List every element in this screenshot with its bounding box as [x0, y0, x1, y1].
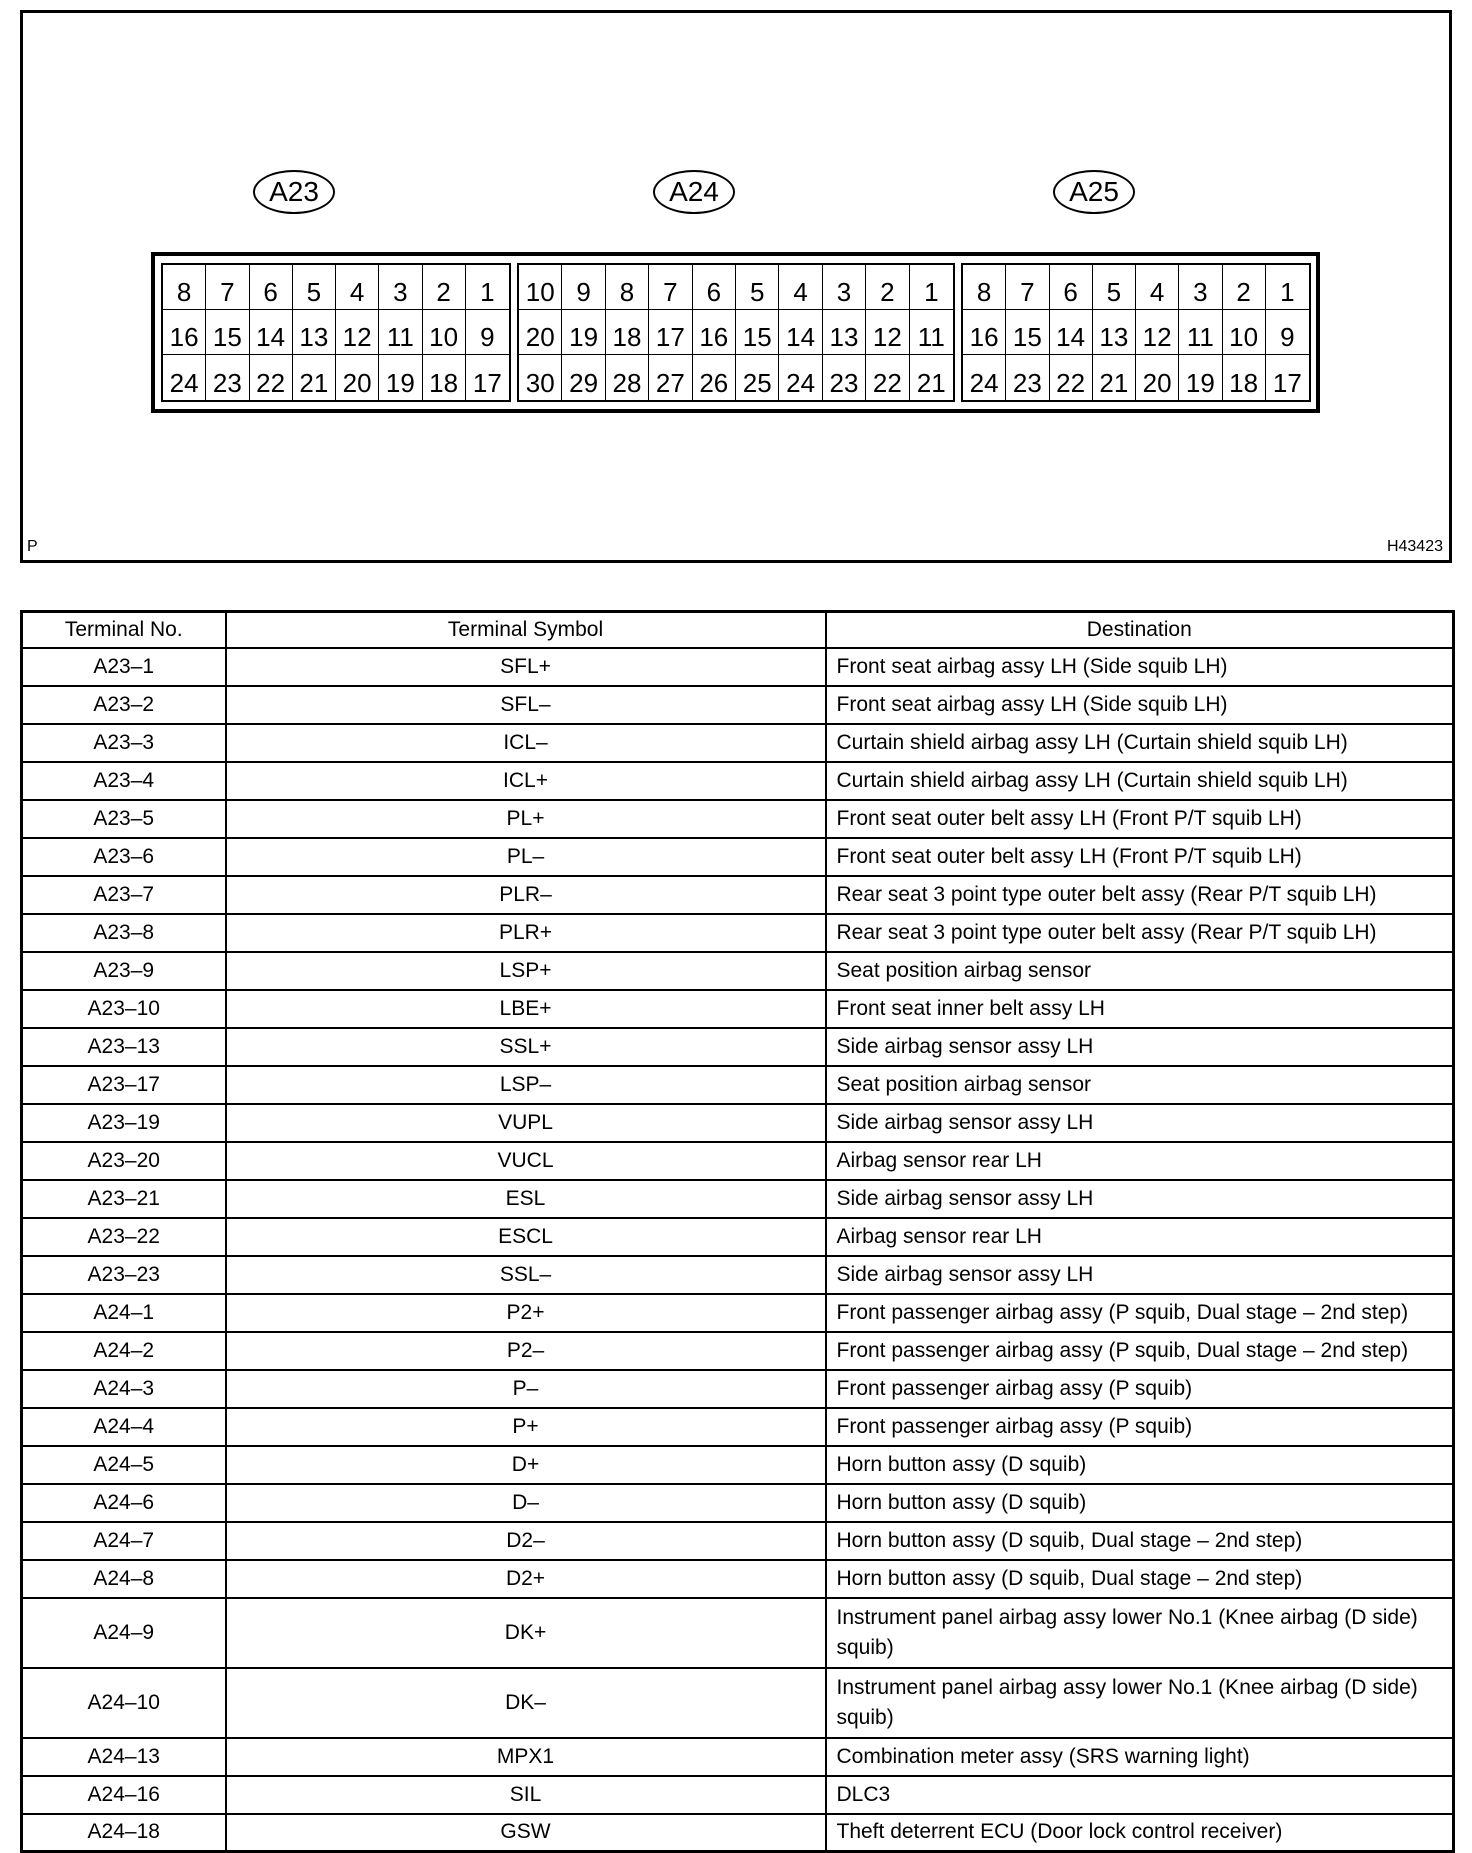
- cell-destination: Horn button assy (D squib): [826, 1484, 1454, 1522]
- pin-number: 4: [1136, 265, 1179, 309]
- pin-number: 4: [779, 265, 822, 309]
- cell-destination: Front seat inner belt assy LH: [826, 990, 1454, 1028]
- table-row: [22, 1598, 1454, 1668]
- pin-number: 6: [1050, 265, 1093, 309]
- pin-number: 16: [163, 310, 206, 354]
- cell-terminal-symbol: D2+: [226, 1560, 826, 1598]
- pin-number: 13: [1093, 310, 1136, 354]
- table-row: [22, 1066, 1454, 1104]
- table-row: [22, 990, 1454, 1028]
- cell-terminal-no: A24–8: [22, 1560, 226, 1598]
- cell-terminal-symbol: VUCL: [226, 1142, 826, 1180]
- pin-number: 2: [866, 265, 909, 309]
- cell-terminal-no: A23–22: [22, 1218, 226, 1256]
- pin-number: 16: [693, 310, 736, 354]
- pin-number: 23: [823, 355, 866, 400]
- cell-terminal-no: A24–4: [22, 1408, 226, 1446]
- cell-destination: Airbag sensor rear LH: [826, 1218, 1454, 1256]
- cell-terminal-symbol: LSP+: [226, 952, 826, 990]
- pin-number: 20: [519, 310, 562, 354]
- table-row: [22, 724, 1454, 762]
- pin-number: 9: [562, 265, 605, 309]
- cell-terminal-no: A24–6: [22, 1484, 226, 1522]
- cell-terminal-no: A23–1: [22, 648, 226, 686]
- pin-number: 11: [1179, 310, 1222, 354]
- pin-number: 17: [649, 310, 692, 354]
- cell-terminal-no: A24–5: [22, 1446, 226, 1484]
- pin-number: 12: [336, 310, 379, 354]
- table-row: [22, 1180, 1454, 1218]
- pin-row: [963, 355, 1309, 400]
- connector-a25-pins: [961, 263, 1311, 402]
- table-row: [22, 1218, 1454, 1256]
- cell-terminal-symbol: SSL–: [226, 1256, 826, 1294]
- cell-destination: Airbag sensor rear LH: [826, 1142, 1454, 1180]
- cell-destination: Front seat outer belt assy LH (Front P/T squib LH): [826, 800, 1454, 838]
- cell-terminal-symbol: PLR+: [226, 914, 826, 952]
- cell-terminal-no: A23–6: [22, 838, 226, 876]
- cell-terminal-symbol: MPX1: [226, 1738, 826, 1776]
- pin-number: 7: [1006, 265, 1049, 309]
- cell-terminal-no: A23–5: [22, 800, 226, 838]
- pin-number: 12: [1136, 310, 1179, 354]
- table-row: [22, 1560, 1454, 1598]
- pin-number: 10: [1223, 310, 1266, 354]
- pin-number: 13: [823, 310, 866, 354]
- pin-row: [163, 310, 509, 355]
- cell-destination: Front seat airbag assy LH (Side squib LH): [826, 648, 1454, 686]
- table-row: [22, 1332, 1454, 1370]
- table-row: [22, 952, 1454, 990]
- cell-destination: Combination meter assy (SRS warning light): [826, 1738, 1454, 1776]
- pin-number: 22: [1050, 355, 1093, 400]
- table-row: [22, 1408, 1454, 1446]
- pin-row: [963, 265, 1309, 310]
- connector-label-a23: A23: [253, 170, 335, 214]
- cell-destination: Instrument panel airbag assy lower No.1 (Knee airbag (D side) squib): [826, 1668, 1454, 1738]
- table-header-row: [22, 612, 1454, 648]
- pin-number: 5: [736, 265, 779, 309]
- pin-number: 5: [293, 265, 336, 309]
- header-destination: Destination: [826, 612, 1454, 648]
- cell-terminal-no: A23–20: [22, 1142, 226, 1180]
- table-row: [22, 762, 1454, 800]
- cell-destination: Front passenger airbag assy (P squib, Dual stage – 2nd step): [826, 1294, 1454, 1332]
- cell-terminal-symbol: P+: [226, 1408, 826, 1446]
- pin-row: [163, 265, 509, 310]
- figure-corner-code: P: [27, 538, 38, 555]
- cell-terminal-symbol: PL–: [226, 838, 826, 876]
- table-row: [22, 1294, 1454, 1332]
- cell-destination: Horn button assy (D squib): [826, 1446, 1454, 1484]
- pin-number: 28: [606, 355, 649, 400]
- pin-number: 15: [736, 310, 779, 354]
- terminal-table: [20, 610, 1455, 1853]
- table-row: [22, 1256, 1454, 1294]
- cell-destination: Front seat airbag assy LH (Side squib LH): [826, 686, 1454, 724]
- header-terminal-symbol: Terminal Symbol: [226, 612, 826, 648]
- connector-a23-pins: [161, 263, 511, 402]
- cell-terminal-no: A23–8: [22, 914, 226, 952]
- table-row: [22, 1668, 1454, 1738]
- pin-number: 6: [693, 265, 736, 309]
- pin-number: 11: [917, 322, 945, 352]
- pin-number: 3: [1179, 265, 1222, 309]
- cell-terminal-symbol: PLR–: [226, 876, 826, 914]
- connector-housing: [151, 252, 1320, 413]
- pin-number: 3: [379, 265, 422, 309]
- pin-number: 10: [423, 310, 466, 354]
- cell-terminal-symbol: P2–: [226, 1332, 826, 1370]
- cell-terminal-symbol: LBE+: [226, 990, 826, 1028]
- pin-number: 8: [163, 265, 206, 309]
- cell-terminal-no: A24–7: [22, 1522, 226, 1560]
- pin-number: 7: [206, 265, 249, 309]
- cell-terminal-no: A24–13: [22, 1738, 226, 1776]
- cell-destination: Front passenger airbag assy (P squib, Dual stage – 2nd step): [826, 1332, 1454, 1370]
- pin-number: 2: [423, 265, 466, 309]
- pin-number: 10: [519, 265, 562, 309]
- cell-destination: Horn button assy (D squib, Dual stage – 2nd step): [826, 1522, 1454, 1560]
- pin-number: 8: [606, 265, 649, 309]
- table-row: [22, 1104, 1454, 1142]
- table-row: [22, 1814, 1454, 1852]
- pin-number: 19: [379, 355, 422, 400]
- cell-terminal-symbol: P–: [226, 1370, 826, 1408]
- cell-terminal-symbol: DK+: [226, 1598, 826, 1668]
- pin-row: [519, 265, 953, 310]
- cell-destination: Side airbag sensor assy LH: [826, 1256, 1454, 1294]
- cell-terminal-no: A23–23: [22, 1256, 226, 1294]
- pin-number: 19: [1179, 355, 1222, 400]
- pin-number: 11: [379, 310, 422, 354]
- cell-terminal-symbol: SFL+: [226, 648, 826, 686]
- cell-terminal-no: A24–1: [22, 1294, 226, 1332]
- table-row: [22, 1142, 1454, 1180]
- cell-terminal-no: A23–10: [22, 990, 226, 1028]
- table-row: [22, 1370, 1454, 1408]
- pin-row: [963, 310, 1309, 355]
- pin-number: 24: [163, 355, 206, 400]
- pin-number: 19: [562, 310, 605, 354]
- cell-terminal-symbol: DK–: [226, 1668, 826, 1738]
- cell-terminal-no: A24–10: [22, 1668, 226, 1738]
- table-row: [22, 648, 1454, 686]
- cell-terminal-symbol: SIL: [226, 1776, 826, 1814]
- cell-terminal-symbol: ICL+: [226, 762, 826, 800]
- pin-number: 3: [823, 265, 866, 309]
- pin-number: 1: [1280, 277, 1295, 307]
- connector-label-a24: A24: [653, 170, 735, 214]
- cell-destination: Side airbag sensor assy LH: [826, 1180, 1454, 1218]
- pin-number: 14: [779, 310, 822, 354]
- cell-destination: Front passenger airbag assy (P squib): [826, 1408, 1454, 1446]
- cell-terminal-symbol: D2–: [226, 1522, 826, 1560]
- cell-destination: Side airbag sensor assy LH: [826, 1028, 1454, 1066]
- cell-terminal-no: A24–18: [22, 1814, 226, 1852]
- pin-number: 29: [562, 355, 605, 400]
- pin-number: 18: [606, 310, 649, 354]
- pin-number: 21: [916, 368, 946, 398]
- cell-terminal-no: A23–19: [22, 1104, 226, 1142]
- table-row: [22, 876, 1454, 914]
- pin-number: 20: [336, 355, 379, 400]
- table-row: [22, 800, 1454, 838]
- pin-number: 14: [1050, 310, 1093, 354]
- cell-destination: Curtain shield airbag assy LH (Curtain shield squib LH): [826, 724, 1454, 762]
- table-body: [22, 648, 1454, 1852]
- table-row: [22, 1776, 1454, 1814]
- cell-terminal-no: A23–4: [22, 762, 226, 800]
- cell-terminal-no: A23–2: [22, 686, 226, 724]
- pin-number: 24: [779, 355, 822, 400]
- pin-number: 5: [1093, 265, 1136, 309]
- cell-destination: Seat position airbag sensor: [826, 1066, 1454, 1104]
- pin-number: 18: [423, 355, 466, 400]
- cell-destination: Side airbag sensor assy LH: [826, 1104, 1454, 1142]
- pin-number: 21: [293, 355, 336, 400]
- table-row: [22, 914, 1454, 952]
- cell-destination: Front seat outer belt assy LH (Front P/T squib LH): [826, 838, 1454, 876]
- cell-terminal-symbol: D–: [226, 1484, 826, 1522]
- cell-terminal-symbol: LSP–: [226, 1066, 826, 1104]
- pin-number: 25: [736, 355, 779, 400]
- pin-number: 9: [1280, 322, 1295, 352]
- pin-number: 12: [866, 310, 909, 354]
- pin-row: [519, 310, 953, 355]
- cell-terminal-symbol: PL+: [226, 800, 826, 838]
- pin-number: 23: [1006, 355, 1049, 400]
- pin-number: 1: [480, 277, 495, 307]
- pin-number: 15: [206, 310, 249, 354]
- cell-terminal-symbol: ESL: [226, 1180, 826, 1218]
- pin-number: 2: [1223, 265, 1266, 309]
- table-row: [22, 1028, 1454, 1066]
- cell-destination: Seat position airbag sensor: [826, 952, 1454, 990]
- cell-terminal-symbol: SSL+: [226, 1028, 826, 1066]
- pin-number: 17: [1272, 368, 1302, 398]
- cell-destination: Instrument panel airbag assy lower No.1 (Knee airbag (D side) squib): [826, 1598, 1454, 1668]
- pin-number: 6: [250, 265, 293, 309]
- cell-terminal-no: A24–2: [22, 1332, 226, 1370]
- cell-destination: Theft deterrent ECU (Door lock control receiver): [826, 1814, 1454, 1852]
- cell-destination: Front passenger airbag assy (P squib): [826, 1370, 1454, 1408]
- pin-number: 7: [649, 265, 692, 309]
- cell-terminal-no: A23–21: [22, 1180, 226, 1218]
- cell-destination: Rear seat 3 point type outer belt assy (Rear P/T squib LH): [826, 876, 1454, 914]
- pin-row: [163, 355, 509, 400]
- pin-number: 14: [250, 310, 293, 354]
- pin-number: 18: [1223, 355, 1266, 400]
- pin-number: 23: [206, 355, 249, 400]
- connector-label-a25: A25: [1053, 170, 1135, 214]
- cell-terminal-symbol: ICL–: [226, 724, 826, 762]
- pin-number: 9: [480, 322, 495, 352]
- pin-number: 16: [963, 310, 1006, 354]
- table-row: [22, 686, 1454, 724]
- pin-row: [519, 355, 953, 400]
- cell-terminal-no: A24–16: [22, 1776, 226, 1814]
- cell-destination: Curtain shield airbag assy LH (Curtain shield squib LH): [826, 762, 1454, 800]
- connector-a24-pins: [517, 263, 955, 402]
- cell-terminal-symbol: GSW: [226, 1814, 826, 1852]
- cell-terminal-no: A23–7: [22, 876, 226, 914]
- cell-destination: Horn button assy (D squib, Dual stage – 2nd step): [826, 1560, 1454, 1598]
- cell-terminal-no: A24–3: [22, 1370, 226, 1408]
- cell-terminal-no: A23–17: [22, 1066, 226, 1104]
- cell-terminal-symbol: ESCL: [226, 1218, 826, 1256]
- table-row: [22, 1522, 1454, 1560]
- header-terminal-no: Terminal No.: [22, 612, 226, 648]
- connector-figure: [20, 10, 1452, 563]
- table-row: [22, 1484, 1454, 1522]
- cell-terminal-no: A23–13: [22, 1028, 226, 1066]
- cell-terminal-no: A23–3: [22, 724, 226, 762]
- pin-number: 8: [963, 265, 1006, 309]
- pin-number: 4: [336, 265, 379, 309]
- pin-number: 17: [472, 368, 502, 398]
- pin-number: 1: [924, 277, 939, 307]
- cell-destination: DLC3: [826, 1776, 1454, 1814]
- pin-number: 22: [866, 355, 909, 400]
- pin-number: 22: [250, 355, 293, 400]
- cell-terminal-no: A23–9: [22, 952, 226, 990]
- pin-number: 27: [649, 355, 692, 400]
- cell-terminal-symbol: SFL–: [226, 686, 826, 724]
- pin-number: 24: [963, 355, 1006, 400]
- table-row: [22, 1446, 1454, 1484]
- pin-number: 26: [693, 355, 736, 400]
- pin-number: 15: [1006, 310, 1049, 354]
- cell-terminal-no: A24–9: [22, 1598, 226, 1668]
- cell-terminal-symbol: D+: [226, 1446, 826, 1484]
- table-row: [22, 838, 1454, 876]
- pin-number: 30: [519, 355, 562, 400]
- cell-terminal-symbol: P2+: [226, 1294, 826, 1332]
- figure-id: H43423: [1386, 538, 1443, 555]
- table-row: [22, 1738, 1454, 1776]
- cell-terminal-symbol: VUPL: [226, 1104, 826, 1142]
- pin-number: 20: [1136, 355, 1179, 400]
- cell-destination: Rear seat 3 point type outer belt assy (Rear P/T squib LH): [826, 914, 1454, 952]
- pin-number: 21: [1093, 355, 1136, 400]
- pin-number: 13: [293, 310, 336, 354]
